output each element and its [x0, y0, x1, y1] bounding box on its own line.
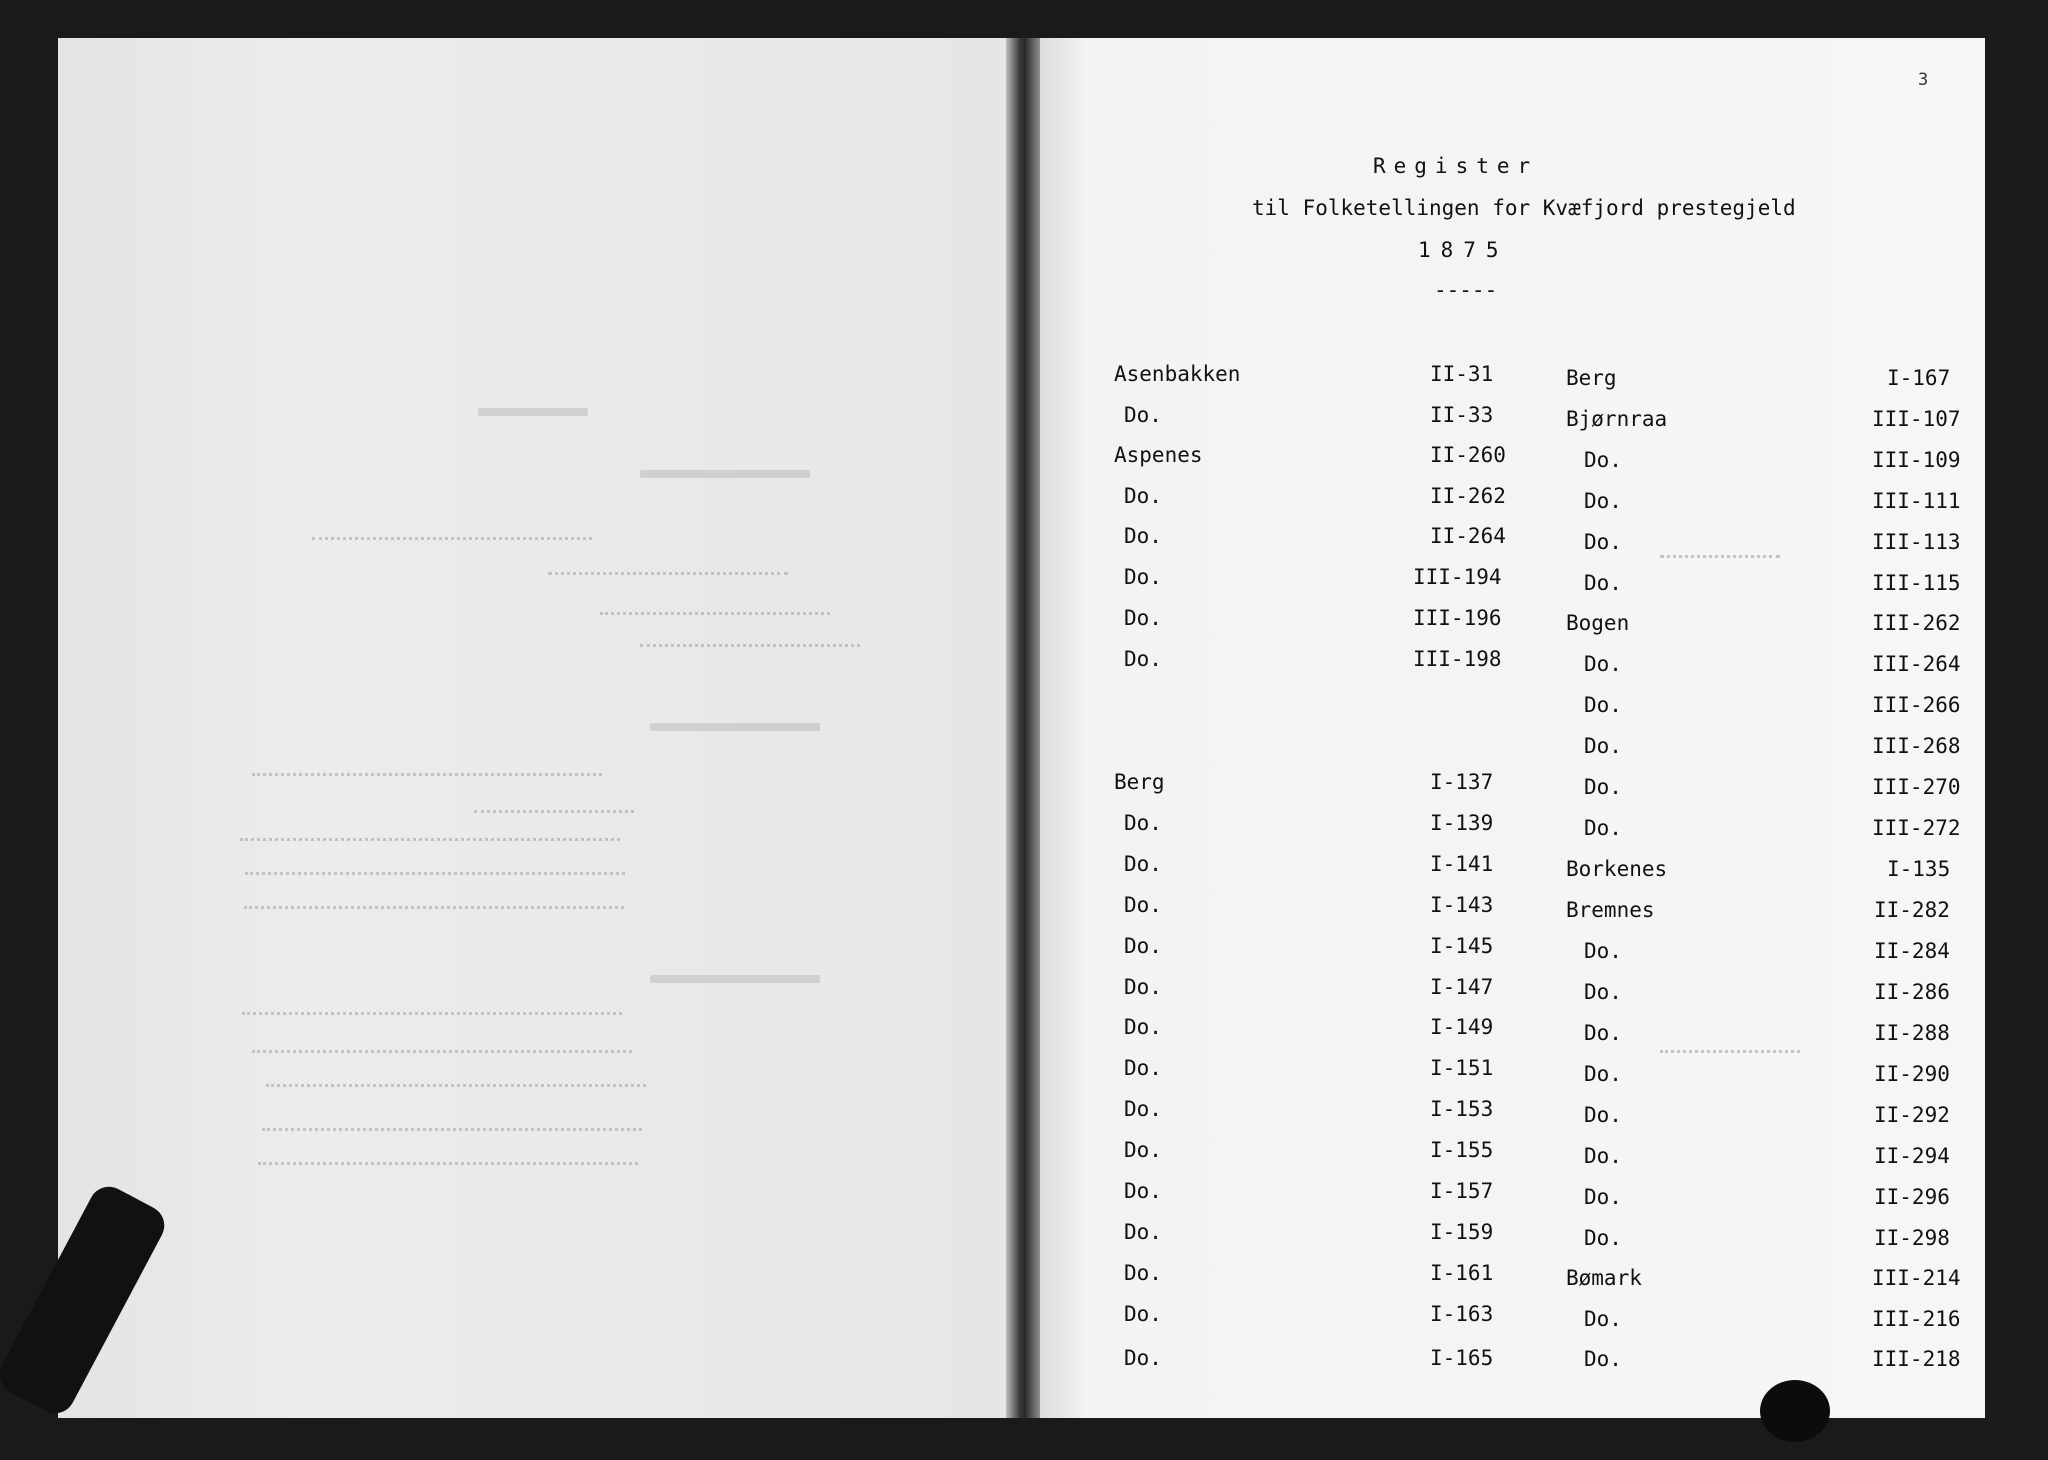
bleed-through-heading [640, 470, 810, 478]
bleed-through-dots [1660, 555, 1780, 558]
entry-reference: III-272 [1872, 816, 1961, 840]
entry-place: Bjørnraa [1566, 407, 1668, 431]
entry-place: Do. [1584, 816, 1622, 840]
entry-reference: III-113 [1872, 530, 1961, 554]
entry-reference: III-198 [1413, 647, 1502, 671]
entry-place: Borkenes [1566, 857, 1668, 881]
entry-place: Bremnes [1566, 898, 1655, 922]
entry-place: Bogen [1566, 611, 1630, 635]
entry-place: Berg [1566, 366, 1617, 390]
entry-reference: I-145 [1430, 934, 1494, 958]
bleed-through-dots [312, 537, 592, 540]
entry-place: Do. [1124, 1261, 1162, 1285]
entry-place: Do. [1124, 565, 1162, 589]
entry-reference: III-109 [1872, 448, 1961, 472]
entry-place: Do. [1124, 975, 1162, 999]
entry-place: Bømark [1566, 1266, 1642, 1290]
book-gutter [1006, 38, 1040, 1418]
entry-place: Berg [1114, 770, 1165, 794]
entry-reference: II-298 [1874, 1226, 1950, 1250]
bleed-through-dots [244, 906, 624, 909]
bleed-through-dots [242, 1012, 622, 1015]
bleed-through-dots [600, 612, 830, 615]
entry-reference: I-141 [1430, 852, 1494, 876]
entry-reference: I-143 [1430, 893, 1494, 917]
bleed-through-dots [474, 810, 634, 813]
entry-reference: III-216 [1872, 1307, 1961, 1331]
entry-place: Do. [1584, 939, 1622, 963]
entry-place: Do. [1584, 448, 1622, 472]
entry-reference: III-218 [1872, 1347, 1961, 1371]
left-page-blank [58, 38, 1018, 1418]
bleed-through-dots [1660, 1050, 1800, 1053]
bleed-through-dots [640, 644, 860, 647]
entry-reference: III-115 [1872, 571, 1961, 595]
entry-place: Do. [1124, 1346, 1162, 1370]
entry-reference: II-290 [1874, 1062, 1950, 1086]
punch-hole [1760, 1380, 1830, 1442]
bleed-through-dots [245, 872, 625, 875]
entry-place: Do. [1124, 1138, 1162, 1162]
entry-place: Do. [1584, 1347, 1622, 1371]
entry-reference: I-147 [1430, 975, 1494, 999]
entry-place: Do. [1584, 652, 1622, 676]
entry-place: Do. [1124, 1179, 1162, 1203]
entry-reference: II-286 [1874, 980, 1950, 1004]
entry-place: Do. [1124, 1056, 1162, 1080]
entry-reference: II-262 [1430, 484, 1506, 508]
entry-reference: II-294 [1874, 1144, 1950, 1168]
entry-place: Do. [1584, 1226, 1622, 1250]
entry-reference: I-161 [1430, 1261, 1494, 1285]
entry-place: Do. [1124, 606, 1162, 630]
entry-place: Do. [1124, 852, 1162, 876]
entry-place: Do. [1124, 484, 1162, 508]
entry-place: Do. [1124, 934, 1162, 958]
bleed-through-dots [252, 1050, 632, 1053]
entry-place: Do. [1584, 693, 1622, 717]
entry-reference: III-264 [1872, 652, 1961, 676]
entry-place: Do. [1124, 1097, 1162, 1121]
entry-place: Do. [1124, 1220, 1162, 1244]
bleed-through-dots [240, 838, 620, 841]
entry-reference: II-264 [1430, 524, 1506, 548]
entry-place: Do. [1584, 1021, 1622, 1045]
entry-reference: III-196 [1413, 606, 1502, 630]
entry-reference: I-163 [1430, 1302, 1494, 1326]
entry-reference: I-137 [1430, 770, 1494, 794]
entry-reference: III-107 [1872, 407, 1961, 431]
entry-place: Do. [1584, 980, 1622, 1004]
entry-place: Do. [1584, 1307, 1622, 1331]
entry-reference: III-270 [1872, 775, 1961, 799]
bleed-through-dots [548, 572, 788, 575]
entry-place: Do. [1124, 403, 1162, 427]
entry-reference: II-288 [1874, 1021, 1950, 1045]
entry-reference: II-33 [1430, 403, 1494, 427]
entry-place: Do. [1584, 1185, 1622, 1209]
entry-place: Do. [1584, 775, 1622, 799]
bleed-through-heading [478, 408, 588, 416]
entry-reference: I-139 [1430, 811, 1494, 835]
entry-place: Do. [1584, 1144, 1622, 1168]
bleed-through-dots [266, 1084, 646, 1087]
entry-reference: I-157 [1430, 1179, 1494, 1203]
bleed-through-heading [650, 975, 820, 983]
entry-reference: II-282 [1874, 898, 1950, 922]
entry-place: Do. [1124, 647, 1162, 671]
entry-reference: III-268 [1872, 734, 1961, 758]
entry-place: Do. [1124, 893, 1162, 917]
entry-reference: I-167 [1887, 366, 1951, 390]
entry-reference: III-214 [1872, 1266, 1961, 1290]
entry-reference: II-260 [1430, 443, 1506, 467]
page-number: 3 [1918, 70, 1929, 90]
entry-place: Do. [1124, 1015, 1162, 1039]
entry-place: Do. [1584, 571, 1622, 595]
entry-reference: II-292 [1874, 1103, 1950, 1127]
register-title: Register [1373, 154, 1539, 178]
entry-reference: I-135 [1887, 857, 1951, 881]
entry-place: Do. [1584, 1103, 1622, 1127]
entry-place: Do. [1584, 734, 1622, 758]
entry-reference: I-149 [1430, 1015, 1494, 1039]
entry-reference: III-194 [1413, 565, 1502, 589]
entry-place: Asenbakken [1114, 362, 1241, 386]
entry-place: Do. [1124, 1302, 1162, 1326]
bleed-through-dots [252, 773, 602, 776]
register-subtitle: til Folketellingen for Kvæfjord prestegjeld [1252, 196, 1796, 220]
entry-reference: I-159 [1430, 1220, 1494, 1244]
entry-reference: III-111 [1872, 489, 1961, 513]
entry-reference: II-31 [1430, 362, 1494, 386]
entry-place: Do. [1584, 489, 1622, 513]
entry-reference: II-296 [1874, 1185, 1950, 1209]
entry-reference: II-284 [1874, 939, 1950, 963]
register-rule: ----- [1434, 278, 1498, 302]
bleed-through-dots [262, 1128, 642, 1131]
entry-place: Do. [1584, 530, 1622, 554]
bleed-through-dots [258, 1162, 638, 1165]
entry-place: Aspenes [1114, 443, 1203, 467]
bleed-through-heading [650, 723, 820, 731]
entry-place: Do. [1584, 1062, 1622, 1086]
entry-place: Do. [1124, 524, 1162, 548]
entry-reference: I-165 [1430, 1346, 1494, 1370]
entry-place: Do. [1124, 811, 1162, 835]
entry-reference: III-262 [1872, 611, 1961, 635]
entry-reference: I-151 [1430, 1056, 1494, 1080]
entry-reference: III-266 [1872, 693, 1961, 717]
entry-reference: I-153 [1430, 1097, 1494, 1121]
register-year: 1875 [1418, 238, 1509, 262]
entry-reference: I-155 [1430, 1138, 1494, 1162]
